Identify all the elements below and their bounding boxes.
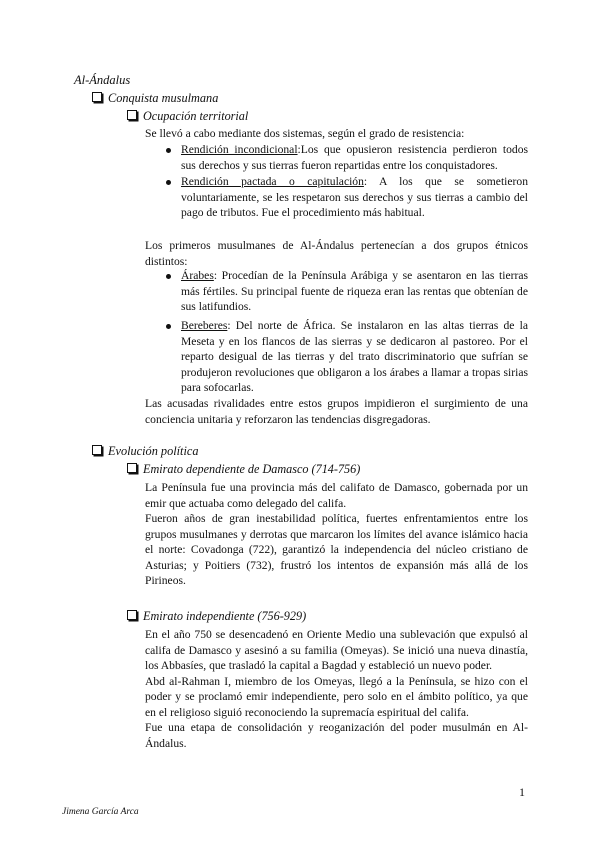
bullet-icon: [166, 148, 171, 153]
section-heading-text: Conquista musulmana: [108, 91, 219, 105]
checkbox-bullet-icon: [127, 463, 137, 473]
list-item-bereberes: [181, 318, 528, 396]
paragraph-text: Las acusadas rivalidades entre estos grupos impidieron el surgimiento de una conciencia unitaria y reforzaron las tendencias disgregadoras.: [145, 397, 528, 426]
document-title: Al-Ándalus: [74, 73, 131, 87]
subsection-heading-emirato-independiente: [127, 609, 306, 625]
bullet-icon: [166, 180, 171, 185]
page-number: 1: [519, 785, 525, 799]
paragraph-emirato-independiente: [145, 627, 528, 751]
term-description: : Del norte de África. Se instalaron en las altas tierras de la Meseta y en los flancos de las sierras y se dedicaron al pastoreo. Por el reparto desigual de las tierras y del trato discriminatorio que sufrían se produjeron revoluciones que obligaron a los árabes a llamar a tropas sirias para sofocarlas.: [181, 319, 528, 394]
term: Bereberes: [181, 319, 228, 332]
section-heading-evolucion: [92, 444, 199, 460]
paragraph-text: Se llevó a cabo mediante dos sistemas, según el grado de resistencia:: [145, 127, 465, 140]
checkbox-bullet-icon: [92, 445, 102, 455]
term-description: : Procedían de la Península Arábiga y se asentaron en las tierras más fértiles. Su principal fuente de riqueza eran las rentas que obtenían de sus latifundios.: [181, 269, 528, 313]
subsection-heading-text: Ocupación territorial: [143, 109, 249, 123]
term-description: : A los que se sometieron voluntariamente, se les respetaron sus derechos y sus tierras a cambio del pago de tributos. Fue el procedimiento más habitual.: [181, 175, 528, 219]
subsection-heading-ocupacion: [127, 109, 248, 125]
list-item-rendicion-incondicional: [181, 142, 528, 173]
list-item-arabes: [181, 268, 528, 315]
paragraph-emirato-dependiente: [145, 480, 528, 589]
paragraph-closing: [145, 396, 528, 427]
checkbox-bullet-icon: [92, 92, 102, 102]
paragraph-intro: [145, 126, 528, 142]
subsection-heading-emirato-dependiente: [127, 462, 360, 478]
term: Árabes: [181, 269, 214, 282]
checkbox-bullet-icon: [127, 110, 137, 120]
paragraph-text: Abd al-Rahman I, miembro de los Omeyas, llegó a la Península, se hizo con el poder y se proclamó emir independiente, pero solo en el ámbito político, ya que en el religioso siguió reconociendo la supremacía espiritual del califa.: [145, 674, 528, 719]
term: Rendición pactada o capitulación: [181, 175, 364, 188]
paragraph-text: Los primeros musulmanes de Al-Ándalus pertenecían a dos grupos étnicos distintos:: [145, 239, 528, 268]
paragraph-text: Fueron años de gran inestabilidad política, fuertes enfrentamientos entre los grupos musulmanes y derrotas que marcaron los límites del avance islámico hacia el norte: Covadonga (722), garantizó la independencia del núcleo cristiano de Asturias; y Poitiers (732), frustró los intentos de expansión más allá de los Pirineos.: [145, 512, 528, 587]
section-heading-conquista: [92, 91, 218, 107]
term-description: :Los que opusieron resistencia perdieron todos sus derechos y sus tierras fueron repartidas entre los conquistadores.: [181, 143, 529, 172]
paragraph-text: En el año 750 se desencadenó en Oriente Medio una sublevación que expulsó al califa de Damasco y asesinó a su familia (Omeyas). Se inició una nueva dinastía, los Abbasíes, que trasladó la capital a Bagdad y estableció un nuevo poder.: [145, 628, 528, 672]
subsection-heading-text: Emirato independiente (756-929): [143, 609, 307, 623]
bullet-icon: [166, 324, 171, 329]
section-heading-text: Evolución política: [108, 444, 199, 458]
term: Rendición incondicional: [181, 143, 298, 156]
paragraph-text: La Península fue una provincia más del califato de Damasco, gobernada por un emir que actuaba como delegado del califa.: [145, 481, 528, 510]
paragraph-groups-intro: [145, 238, 528, 269]
list-item-rendicion-pactada: [181, 174, 528, 221]
bullet-icon: [166, 274, 171, 279]
footer-author: Jimena García Arca: [62, 807, 139, 817]
paragraph-text: Fue una etapa de consolidación y reoganización del poder musulmán en Al-Ándalus.: [145, 721, 528, 750]
subsection-heading-text: Emirato dependiente de Damasco (714-756): [143, 462, 361, 476]
checkbox-bullet-icon: [127, 610, 137, 620]
